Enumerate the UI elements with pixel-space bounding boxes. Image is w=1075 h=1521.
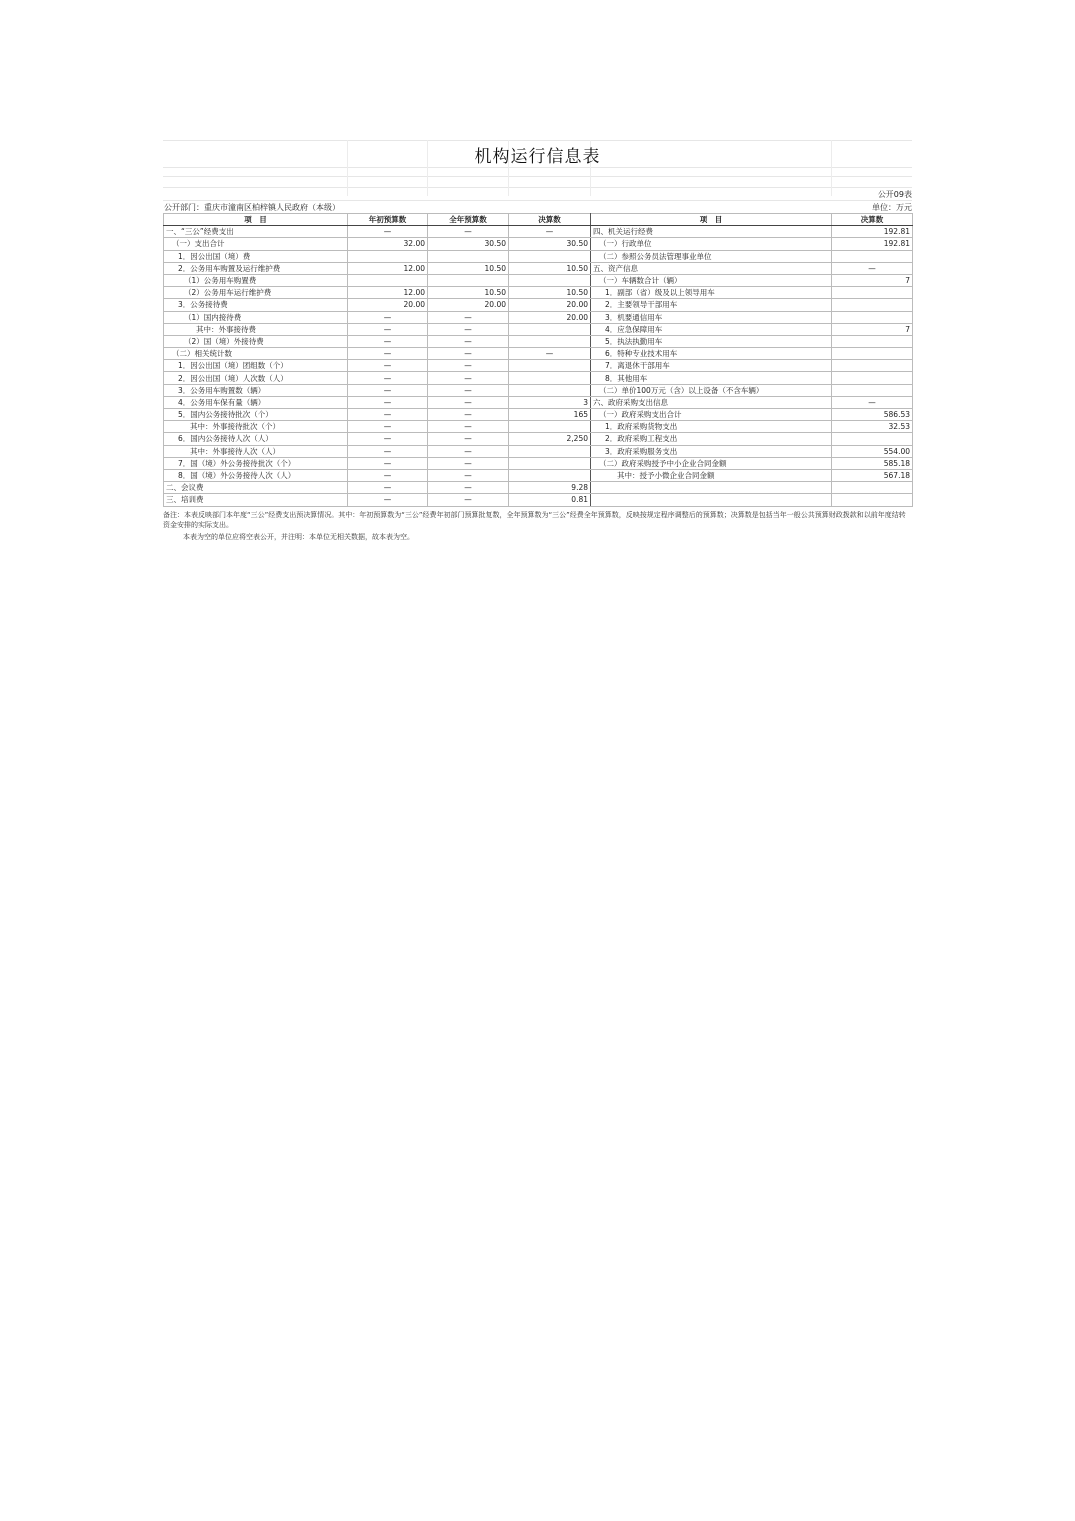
table-cell [509, 360, 591, 372]
table-cell [509, 274, 591, 286]
table-row [164, 262, 913, 274]
table-cell: — [348, 469, 428, 481]
table-cell: — [428, 384, 509, 396]
table-cell: （2）公务用车运行维护费 [164, 287, 348, 299]
table-cell: 2．政府采购工程支出 [591, 433, 832, 445]
table-cell: — [428, 311, 509, 323]
table-cell: （二）参照公务员法管理事业单位 [591, 250, 832, 262]
table-cell: 12.00 [348, 287, 428, 299]
table-cell [509, 421, 591, 433]
table-cell: （二）单价100万元（含）以上设备（不含车辆） [591, 384, 832, 396]
table-row [164, 348, 913, 360]
table-cell: — [348, 372, 428, 384]
table-cell [832, 335, 913, 347]
table-row [164, 238, 913, 250]
table-cell [348, 274, 428, 286]
table-cell: （2）国（境）外接待费 [164, 335, 348, 347]
table-cell: 567.18 [832, 469, 913, 481]
table-cell: 6．国内公务接待人次（人） [164, 433, 348, 445]
table-cell: 4．应急保障用车 [591, 323, 832, 335]
table-cell: 20.00 [428, 299, 509, 311]
table-cell: — [832, 262, 913, 274]
table-cell: 7 [832, 274, 913, 286]
table-cell [832, 311, 913, 323]
table-cell: — [428, 482, 509, 494]
table-cell [832, 348, 913, 360]
table-cell [832, 299, 913, 311]
table-cell: 20.00 [509, 299, 591, 311]
table-cell [509, 384, 591, 396]
table-cell: 8．国（境）外公务接待人次（人） [164, 469, 348, 481]
table-row [164, 482, 913, 494]
table-cell: 7 [832, 323, 913, 335]
table-cell [348, 250, 428, 262]
table-cell: — [348, 384, 428, 396]
table-cell: （一）支出合计 [164, 238, 348, 250]
table-cell: 二、会议费 [164, 482, 348, 494]
table-cell: 20.00 [509, 311, 591, 323]
table-cell: 三、培训费 [164, 494, 348, 506]
table-cell: — [428, 335, 509, 347]
table-cell [832, 433, 913, 445]
table-row [164, 287, 913, 299]
table-cell: 585.18 [832, 457, 913, 469]
table-cell: — [348, 396, 428, 408]
table-cell: — [428, 396, 509, 408]
table-row [164, 421, 913, 433]
table-cell: — [348, 226, 428, 238]
table-cell: 10.50 [509, 287, 591, 299]
table-cell: 10.50 [428, 262, 509, 274]
table-cell [591, 494, 832, 506]
table-cell: 3．公务用车购置数（辆） [164, 384, 348, 396]
table-cell: 其中：外事接待批次（个） [164, 421, 348, 433]
table-cell: — [348, 360, 428, 372]
table-cell: 四、机关运行经费 [591, 226, 832, 238]
table-cell: 30.50 [509, 238, 591, 250]
table-cell: （二）政府采购授予中小企业合同金额 [591, 457, 832, 469]
info-table [163, 213, 913, 507]
table-cell: — [428, 226, 509, 238]
table-row [164, 494, 913, 506]
table-cell: 32.53 [832, 421, 913, 433]
form-number: 公开09表 [877, 190, 912, 199]
table-cell: 1．因公出国（境）团组数（个） [164, 360, 348, 372]
table-cell: 20.00 [348, 299, 428, 311]
table-cell: 1．副部（省）级及以上领导用车 [591, 287, 832, 299]
table-cell: — [348, 335, 428, 347]
table-cell: 7．国（境）外公务接待批次（个） [164, 457, 348, 469]
table-cell [591, 482, 832, 494]
table-cell: 六、政府采购支出信息 [591, 396, 832, 408]
table-cell: — [428, 445, 509, 457]
table-cell [832, 360, 913, 372]
table-cell [509, 335, 591, 347]
column-header: 决算数 [832, 214, 913, 226]
table-cell [509, 323, 591, 335]
table-cell: — [348, 311, 428, 323]
table-cell: 1．因公出国（境）费 [164, 250, 348, 262]
table-row [164, 457, 913, 469]
table-cell: — [832, 396, 913, 408]
table-cell: — [428, 348, 509, 360]
column-header: 项 目 [164, 214, 348, 226]
table-cell: 10.50 [428, 287, 509, 299]
table-cell: — [428, 409, 509, 421]
table-cell [832, 482, 913, 494]
table-cell: — [348, 323, 428, 335]
table-cell: — [348, 494, 428, 506]
table-cell: 8．其他用车 [591, 372, 832, 384]
table-cell: — [428, 421, 509, 433]
table-row [164, 299, 913, 311]
table-cell: — [428, 323, 509, 335]
table-row [164, 335, 913, 347]
table-row [164, 469, 913, 481]
table-row [164, 445, 913, 457]
table-row [164, 226, 913, 238]
table-row [164, 433, 913, 445]
table-row [164, 396, 913, 408]
table-cell [832, 372, 913, 384]
department-label: 公开部门：重庆市潼南区柏梓镇人民政府（本级） [164, 203, 340, 212]
table-cell [832, 287, 913, 299]
table-cell: 2．主要领导干部用车 [591, 299, 832, 311]
table-cell [509, 372, 591, 384]
table-row [164, 360, 913, 372]
table-cell: — [428, 469, 509, 481]
table-cell: （1）公务用车购置费 [164, 274, 348, 286]
table-row [164, 384, 913, 396]
table-cell: — [428, 433, 509, 445]
table-cell: 2,250 [509, 433, 591, 445]
column-header: 全年预算数 [428, 214, 509, 226]
table-cell: — [428, 360, 509, 372]
table-cell: （一）车辆数合计（辆） [591, 274, 832, 286]
table-cell [832, 384, 913, 396]
table-row [164, 323, 913, 335]
table-cell: （1）国内接待费 [164, 311, 348, 323]
table-cell [509, 457, 591, 469]
unit-label: 单位：万元 [872, 203, 912, 212]
table-cell [832, 494, 913, 506]
table-cell: 3 [509, 396, 591, 408]
table-cell [428, 250, 509, 262]
column-header: 决算数 [509, 214, 591, 226]
table-cell: 32.00 [348, 238, 428, 250]
table-cell: 一、“三公”经费支出 [164, 226, 348, 238]
table-cell: 4．公务用车保有量（辆） [164, 396, 348, 408]
table-cell: （二）相关统计数 [164, 348, 348, 360]
table-cell: 3．机要通信用车 [591, 311, 832, 323]
table-cell: — [348, 482, 428, 494]
table-cell: 10.50 [509, 262, 591, 274]
table-row [164, 250, 913, 262]
table-cell: 1．政府采购货物支出 [591, 421, 832, 433]
table-cell: （一）行政单位 [591, 238, 832, 250]
table-cell: — [348, 348, 428, 360]
table-cell [509, 250, 591, 262]
table-cell: 6．特种专业技术用车 [591, 348, 832, 360]
table-cell: — [348, 409, 428, 421]
table-cell: 2．因公出国（境）人次数（人） [164, 372, 348, 384]
table-cell: 192.81 [832, 238, 913, 250]
table-cell [509, 469, 591, 481]
table-cell: 165 [509, 409, 591, 421]
table-cell: 554.00 [832, 445, 913, 457]
header-row [164, 214, 913, 226]
page-title: 机构运行信息表 [474, 147, 601, 167]
table-cell: — [428, 494, 509, 506]
table-note: 备注：本表反映部门本年度“三公”经费支出预决算情况。其中：年初预算数为“三公”经费年初部门预算批复数，全年预算数为“三公”经费全年预算数，反映按规定程序调整后的预算数；决算数是包括当年一般公共预算财政拨款和以前年度结转资金安排的实际支出。 [163, 511, 906, 529]
table-row [164, 311, 913, 323]
table-cell: — [348, 457, 428, 469]
table-cell [832, 250, 913, 262]
table-cell [428, 274, 509, 286]
column-header: 项 目 [591, 214, 832, 226]
table-note-empty: 本表为空的单位应将空表公开，并注明：本单位无相关数据，故本表为空。 [183, 533, 414, 541]
table-cell: 9.28 [509, 482, 591, 494]
table-cell: 其中：授予小微企业合同金额 [591, 469, 832, 481]
table-cell: 2．公务用车购置及运行维护费 [164, 262, 348, 274]
table-cell: 其中：外事接待费 [164, 323, 348, 335]
table-row [164, 372, 913, 384]
table-cell: — [348, 421, 428, 433]
table-row [164, 409, 913, 421]
table-cell: 5．执法执勤用车 [591, 335, 832, 347]
table-cell: （一）政府采购支出合计 [591, 409, 832, 421]
table-cell: 3．政府采购服务支出 [591, 445, 832, 457]
table-cell: 五、资产信息 [591, 262, 832, 274]
table-cell: 12.00 [348, 262, 428, 274]
table-cell: 其中：外事接待人次（人） [164, 445, 348, 457]
table-cell: — [348, 433, 428, 445]
table-cell: 586.53 [832, 409, 913, 421]
table-cell: 0.81 [509, 494, 591, 506]
table-cell: 5．国内公务接待批次（个） [164, 409, 348, 421]
table-cell [509, 445, 591, 457]
column-header: 年初预算数 [348, 214, 428, 226]
table-row [164, 274, 913, 286]
table-cell: — [428, 372, 509, 384]
table-cell: 192.81 [832, 226, 913, 238]
table-cell: — [509, 226, 591, 238]
table-cell: — [348, 445, 428, 457]
table-cell: — [428, 457, 509, 469]
table-cell: 7．离退休干部用车 [591, 360, 832, 372]
table-cell: 3．公务接待费 [164, 299, 348, 311]
table-cell: — [509, 348, 591, 360]
table-cell: 30.50 [428, 238, 509, 250]
